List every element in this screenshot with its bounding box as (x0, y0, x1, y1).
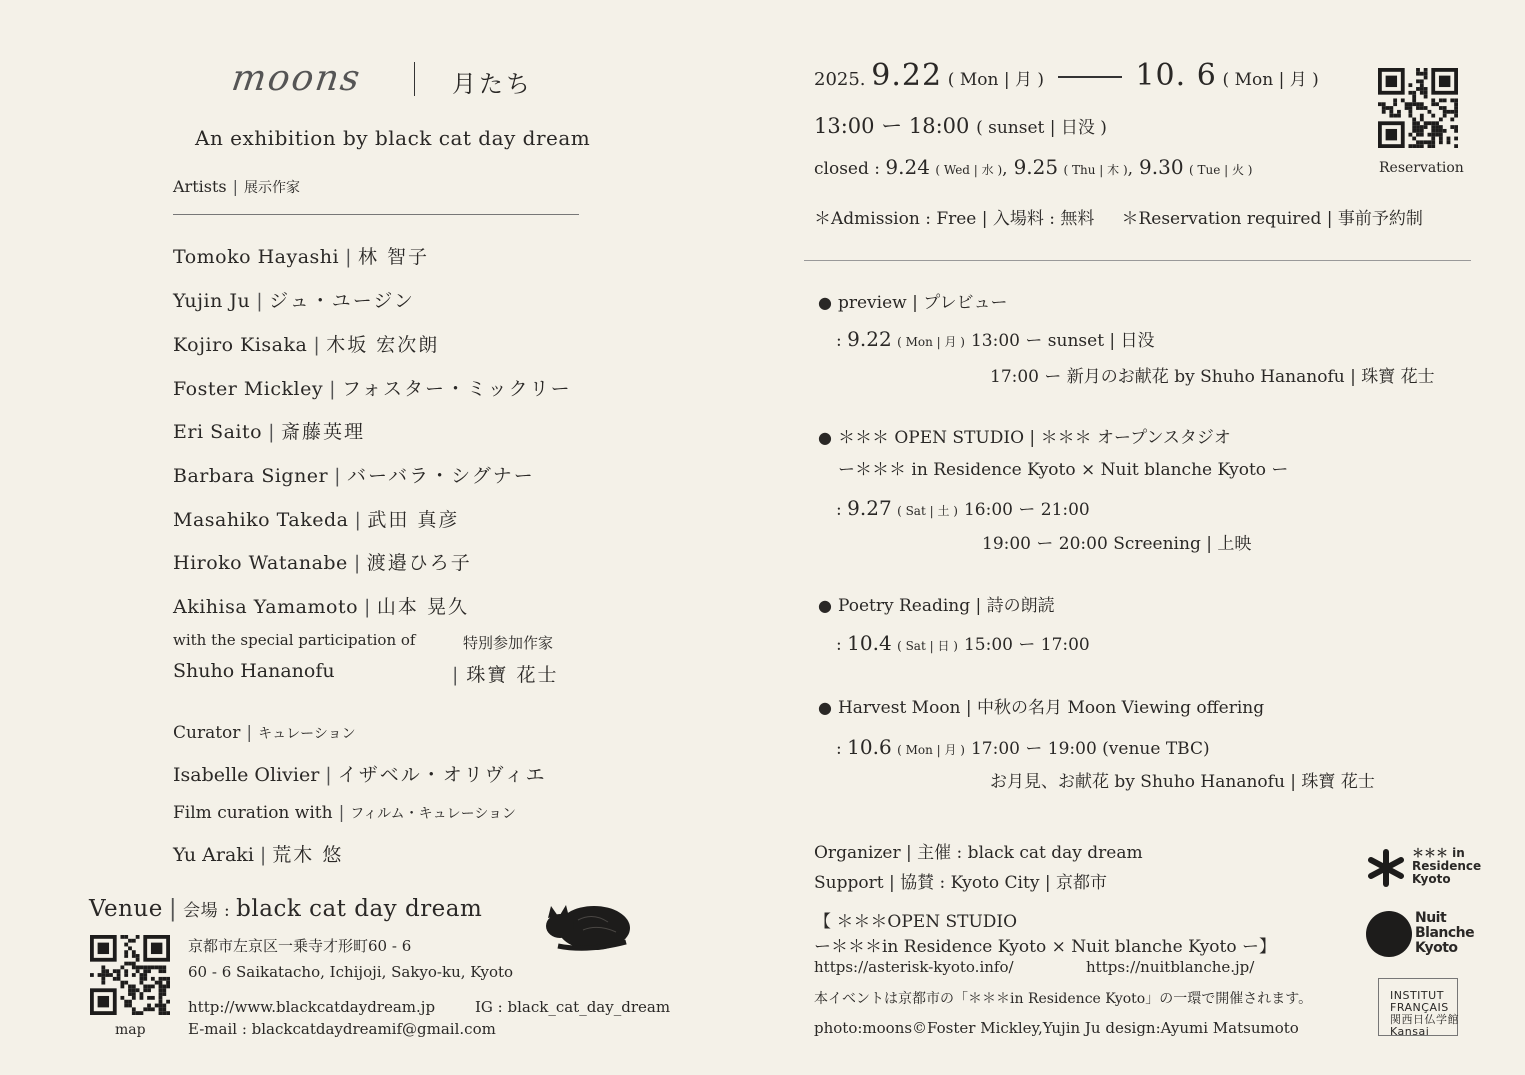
curator-name: Isabelle Olivier | イザベル・オリヴィエ (173, 764, 547, 786)
nuit-blanche-logo-icon (1366, 911, 1412, 957)
artist-name-jp: ジュ・ユージン (269, 290, 415, 312)
artist-name-en: Akihisa Yamamoto (173, 596, 359, 618)
venue-email[interactable]: E-mail : blackcatdaydreamif@gmail.com (188, 1020, 496, 1038)
closed-list (885, 155, 1258, 179)
venue-label-jp: 会場 (183, 901, 219, 921)
special-participation-jp: 特別参加作家 (463, 634, 554, 652)
asterisk-kyoto-link[interactable]: https://asterisk-kyoto.info/ (814, 958, 1014, 976)
closed-day: ( Tue | 火 ) (1188, 163, 1253, 177)
closed-days (814, 155, 1258, 179)
separator: | (364, 596, 371, 618)
film-heading-en: Film curation with (173, 803, 333, 823)
schedule-divider (804, 260, 1471, 261)
closed-date: 9.24 (885, 155, 930, 179)
institut-francais-logo: INSTITUT FRANÇAIS 関西日仏学館 Kansai (1390, 989, 1459, 1038)
closed-date: 9.25 (1013, 155, 1059, 179)
curator-heading: Curator | キュレーション (173, 723, 356, 743)
venue-address-jp: 京都市左京区一乗寺才形町60 - 6 (188, 937, 412, 955)
artist-row (173, 461, 535, 488)
artist-row (173, 548, 472, 575)
artist-name-jp: 林 智子 (358, 246, 430, 268)
event-day: ( Mon | 月 ) (897, 335, 965, 349)
artist-name-en: Foster Mickley (173, 378, 324, 400)
closed-day: ( Wed | 水 ) (935, 163, 1003, 177)
film-heading-jp: フィルム・キュレーション (350, 806, 517, 822)
artist-name-en: Kojiro Kisaka (173, 334, 308, 356)
event-title-text: ＊＊＊ OPEN STUDIO | ＊＊＊ オープンスタジオ (837, 428, 1231, 448)
event-time: 17:00 ー 19:00 (venue TBC) (970, 739, 1210, 759)
admission-info (814, 204, 1423, 229)
venue-label: Venue (89, 896, 163, 922)
instagram-handle[interactable]: IG : black_cat_day_dream (475, 998, 671, 1016)
event-title (818, 591, 1055, 616)
artist-row (173, 242, 429, 269)
event-title (818, 693, 1264, 718)
artists-heading-en: Artists (173, 177, 227, 196)
closed-label: closed : (814, 159, 880, 179)
moons-logo: moons (229, 58, 365, 99)
artist-row (173, 286, 415, 313)
event-time: 19:00 ー 20:00 Screening | 上映 (982, 534, 1252, 554)
artist-name-en: Hiroko Watanabe (173, 552, 348, 574)
artist-row (173, 417, 365, 444)
event-time-line: : 9.27 ( Sat | 土 ) 16:00 ー 21:00 (836, 496, 1090, 520)
asterisk-in-residence-logo: ＊＊＊ in Residence Kyoto (1412, 846, 1482, 886)
artist-name-jp: フォスター・ミックリー (341, 378, 572, 400)
event-time: 13:00 ー sunset | 日没 (970, 331, 1155, 351)
map-label: map (115, 1022, 146, 1038)
open-studio-heading: 【 ＊＊＊OPEN STUDIO (814, 912, 1018, 932)
event-date: 10.6 (847, 735, 892, 759)
event-time: 15:00 ー 17:00 (963, 635, 1090, 655)
special-artist-name: Shuho Hananofu (173, 660, 335, 682)
event-day: ( Sat | 日 ) (897, 639, 958, 653)
event-time-line (990, 767, 1375, 792)
separator: | (353, 552, 361, 574)
special-artist-jp-text: 珠寶 花士 (466, 664, 559, 686)
bullet-icon: ● (818, 698, 832, 717)
event-note: 本イベントは京都市の「＊＊＊in Residence Kyoto」の一環で開催されます。 (814, 991, 1313, 1007)
exhibition-dates (814, 58, 1319, 93)
artists-heading: Artists | 展示作家 (173, 177, 300, 196)
artists-divider (173, 214, 579, 215)
venue-heading: Venue | 会場 : black cat day dream (89, 896, 483, 922)
nuit-blanche-link[interactable]: https://nuitblanche.jp/ (1086, 958, 1255, 976)
artist-name-jp: 斎藤英理 (280, 421, 365, 443)
separator: | (329, 378, 336, 400)
start-day: ( Mon | 月 ) (947, 70, 1044, 90)
map-qr-code-icon[interactable] (90, 935, 170, 1015)
event-title-text: preview | プレビュー (837, 293, 1008, 313)
event-title (818, 288, 1008, 313)
separator: | (345, 246, 353, 268)
artist-row (173, 592, 469, 619)
curator-heading-jp: キュレーション (258, 726, 356, 742)
reservation-required: ＊Reservation required | 事前予約制 (1121, 209, 1423, 229)
end-date: 10. 6 (1135, 58, 1217, 93)
closed-date: 9.30 (1139, 155, 1184, 179)
artist-row (173, 330, 439, 357)
event-time-line: : 9.22 ( Mon | 月 ) 13:00 ー sunset | 日没 (836, 327, 1155, 351)
event-title-text: Harvest Moon | 中秋の名月 Moon Viewing offering (837, 698, 1265, 718)
reservation-qr-code-icon[interactable] (1378, 68, 1458, 148)
film-name-en: Yu Araki (173, 844, 254, 866)
event-time: 17:00 ー 新月のお献花 by Shuho Hananofu | 珠寶 花士 (990, 367, 1435, 387)
special-artist-name-jp: | 珠寶 花士 (452, 664, 559, 686)
bullet-icon: ● (818, 596, 832, 615)
artist-name-jp: 武田 真彦 (367, 509, 460, 531)
separator: | (256, 290, 264, 312)
venue-website-link[interactable]: http://www.blackcatdaydream.jp (188, 998, 436, 1016)
logo-divider (414, 62, 415, 96)
event-date: 10.4 (847, 631, 892, 655)
open-studio-subheading: ー＊＊＊in Residence Kyoto × Nuit blanche Kyoto ー】 (814, 937, 1277, 957)
event-time-line (982, 529, 1251, 554)
separator: | (268, 421, 275, 443)
date-range-line (1058, 76, 1122, 78)
artist-name-jp: 山本 晃久 (376, 596, 469, 618)
separator: | (354, 509, 362, 531)
hours-note: ( sunset | 日没 ) (976, 118, 1107, 138)
event-date: 9.22 (847, 327, 892, 351)
event-time: お月見、お献花 by Shuho Hananofu | 珠寶 花士 (990, 772, 1375, 792)
special-participation-note: with the special participation of (173, 631, 416, 649)
hours-time: 13:00 ー 18:00 (814, 114, 970, 138)
bullet-icon: ● (818, 428, 832, 447)
artist-name-jp: 木坂 宏次朗 (326, 334, 440, 356)
year: 2025. (814, 69, 866, 90)
logo-jp: 月たち (452, 70, 533, 98)
exhibition-subtitle: An exhibition by black cat day dream (195, 126, 591, 150)
artist-name-jp: 渡邉ひろ子 (366, 552, 472, 574)
film-name-jp: 荒木 悠 (272, 844, 344, 866)
event-time-line: : 10.6 ( Mon | 月 ) 17:00 ー 19:00 (venue TBC) (836, 735, 1210, 759)
end-day: ( Mon | 月 ) (1222, 70, 1319, 90)
curator-heading-en: Curator (173, 723, 241, 743)
closed-day: ( Thu | 木 ) (1063, 163, 1128, 177)
event-date: 9.27 (847, 496, 892, 520)
start-date: 9.22 (871, 58, 943, 93)
artist-row (173, 505, 459, 532)
nuit-blanche-logo: Nuit Blanche Kyoto (1415, 910, 1475, 956)
event-day: ( Mon | 月 ) (897, 743, 965, 757)
venue-address-en: 60 - 6 Saikatacho, Ichijoji, Sakyo-ku, Kyoto (188, 963, 514, 981)
reservation-label: Reservation (1379, 160, 1464, 176)
artist-name-en: Masahiko Takeda (173, 509, 349, 531)
separator: | (334, 465, 342, 487)
film-curator-name: Yu Araki | 荒木 悠 (173, 844, 344, 866)
closed-suffix: , (1002, 159, 1008, 179)
venue-name: black cat day dream (236, 896, 483, 922)
black-cat-icon (538, 890, 634, 954)
event-day: ( Sat | 土 ) (897, 504, 958, 518)
event-time: 16:00 ー 21:00 (963, 500, 1090, 520)
event-subtitle: ー＊＊＊ in Residence Kyoto × Nuit blanche Kyoto ー (838, 460, 1289, 480)
photo-design-credit: photo:moons©Foster Mickley,Yujin Ju design:Ayumi Matsumoto (814, 1019, 1299, 1037)
organizer: Organizer | 主催 : black cat day dream (814, 843, 1143, 863)
closed-suffix: , (1127, 159, 1134, 179)
event-title (818, 423, 1231, 448)
artist-name-en: Barbara Signer (173, 465, 329, 487)
opening-hours (814, 110, 1107, 140)
event-time-line (990, 362, 1435, 387)
curator-name-jp: イザベル・オリヴィエ (337, 764, 547, 786)
support: Support | 協賛 : Kyoto City | 京都市 (814, 873, 1107, 893)
artists-heading-jp: 展示作家 (244, 180, 300, 196)
admission-free: ＊Admission : Free | 入場料 : 無料 (814, 209, 1095, 229)
artist-row (173, 374, 572, 401)
artist-name-en: Eri Saito (173, 421, 263, 443)
artist-name-en: Yujin Ju (173, 290, 251, 312)
event-time-line: : 10.4 ( Sat | 日 ) 15:00 ー 17:00 (836, 631, 1090, 655)
event-title-text: Poetry Reading | 詩の朗読 (837, 596, 1055, 616)
artist-name-jp: バーバラ・シグナー (347, 465, 535, 487)
film-curation-heading: Film curation with | フィルム・キュレーション (173, 803, 517, 823)
artist-name-en: Tomoko Hayashi (173, 246, 340, 268)
separator: | (313, 334, 321, 356)
bullet-icon: ● (818, 293, 832, 312)
curator-name-en: Isabelle Olivier (173, 764, 320, 786)
